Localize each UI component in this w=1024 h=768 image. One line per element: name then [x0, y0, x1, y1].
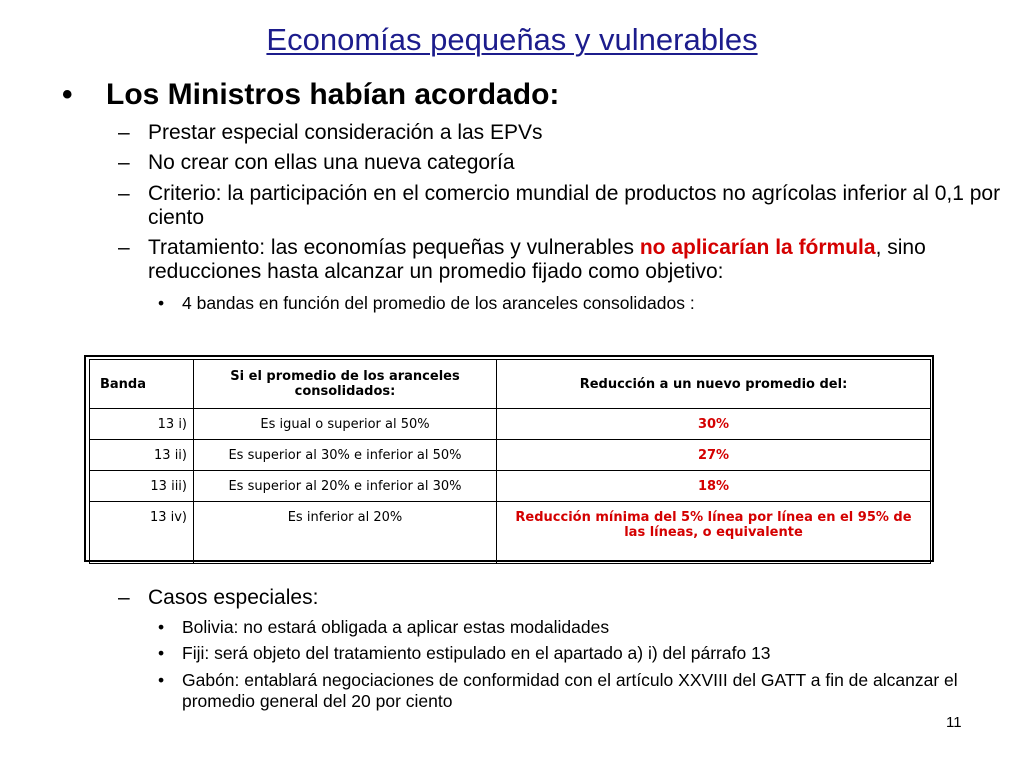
bands-table — [89, 359, 931, 564]
reduction-cell: 30% — [497, 409, 931, 440]
sub-list-item-text: Gabón: entablará negociaciones de conformidad con el artículo XXVIII del GATT a fin de alcanzar el promedio general del 20 por ciento — [182, 670, 958, 711]
reduction-cell: 27% — [497, 440, 931, 471]
column-header: Reducción a un nuevo promedio del: — [497, 360, 931, 409]
list-item-text: No crear con ellas una nueva categoría — [148, 151, 515, 174]
table-header-row — [90, 360, 931, 409]
list-item-text: Prestar especial consideración a las EPVs — [148, 121, 543, 144]
table-row — [90, 440, 931, 471]
table-row — [90, 502, 931, 564]
dash-icon: – — [118, 236, 130, 259]
highlight-text: no aplicarían la fórmula — [639, 236, 876, 259]
sub-list-item-text: 4 bandas en función del promedio de los aranceles consolidados : — [182, 293, 695, 313]
average-cell: Es superior al 30% e inferior al 50% — [194, 440, 497, 471]
bullet-icon: • — [158, 617, 165, 637]
average-cell: Es igual o superior al 50% — [194, 409, 497, 440]
list-item-text: Criterio: la participación en el comercio mundial de productos no agrícolas inferior al 0,1 por ciento — [148, 182, 1001, 229]
bullet-icon: • — [158, 643, 165, 663]
slide-title: Economías pequeñas y vulnerables — [266, 22, 758, 57]
treatment-text-end: , sino reducciones hasta alcanzar un promedio fijado como objetivo: — [148, 236, 926, 283]
column-header: Si el promedio de los aranceles consolidados: — [194, 360, 497, 409]
sub-list-item-text: Fiji: será objeto del tratamiento estipulado en el apartado a) i) del párrafo 13 — [182, 643, 771, 663]
column-header: Banda — [90, 360, 194, 409]
reduction-cell: Reducción mínima del 5% línea por línea en el 95% de las líneas, o equivalente — [497, 502, 931, 564]
treatment-text: Tratamiento: las economías pequeñas y vulnerables — [148, 236, 640, 259]
list-item-text: Casos especiales: — [148, 586, 319, 609]
dash-icon: – — [118, 121, 130, 144]
dash-icon: – — [118, 151, 130, 174]
page-number: 11 — [946, 714, 962, 731]
dash-icon: – — [118, 182, 130, 205]
band-cell: 13 iii) — [90, 471, 194, 502]
band-cell: 13 iv) — [90, 502, 194, 564]
band-cell: 13 i) — [90, 409, 194, 440]
table-row — [90, 471, 931, 502]
dash-icon: – — [118, 586, 130, 609]
band-cell: 13 ii) — [90, 440, 194, 471]
main-bullet-text: Los Ministros habían acordado: — [106, 78, 560, 111]
list-item-text — [148, 236, 1024, 284]
bullet-icon: • — [158, 293, 165, 313]
bullet-icon: • — [158, 670, 165, 690]
average-cell: Es superior al 20% e inferior al 30% — [194, 471, 497, 502]
bullet-icon: • — [62, 78, 73, 111]
table-row — [90, 409, 931, 440]
average-cell: Es inferior al 20% — [194, 502, 497, 564]
reduction-cell: 18% — [497, 471, 931, 502]
sub-list-item-text: Bolivia: no estará obligada a aplicar estas modalidades — [182, 617, 610, 637]
